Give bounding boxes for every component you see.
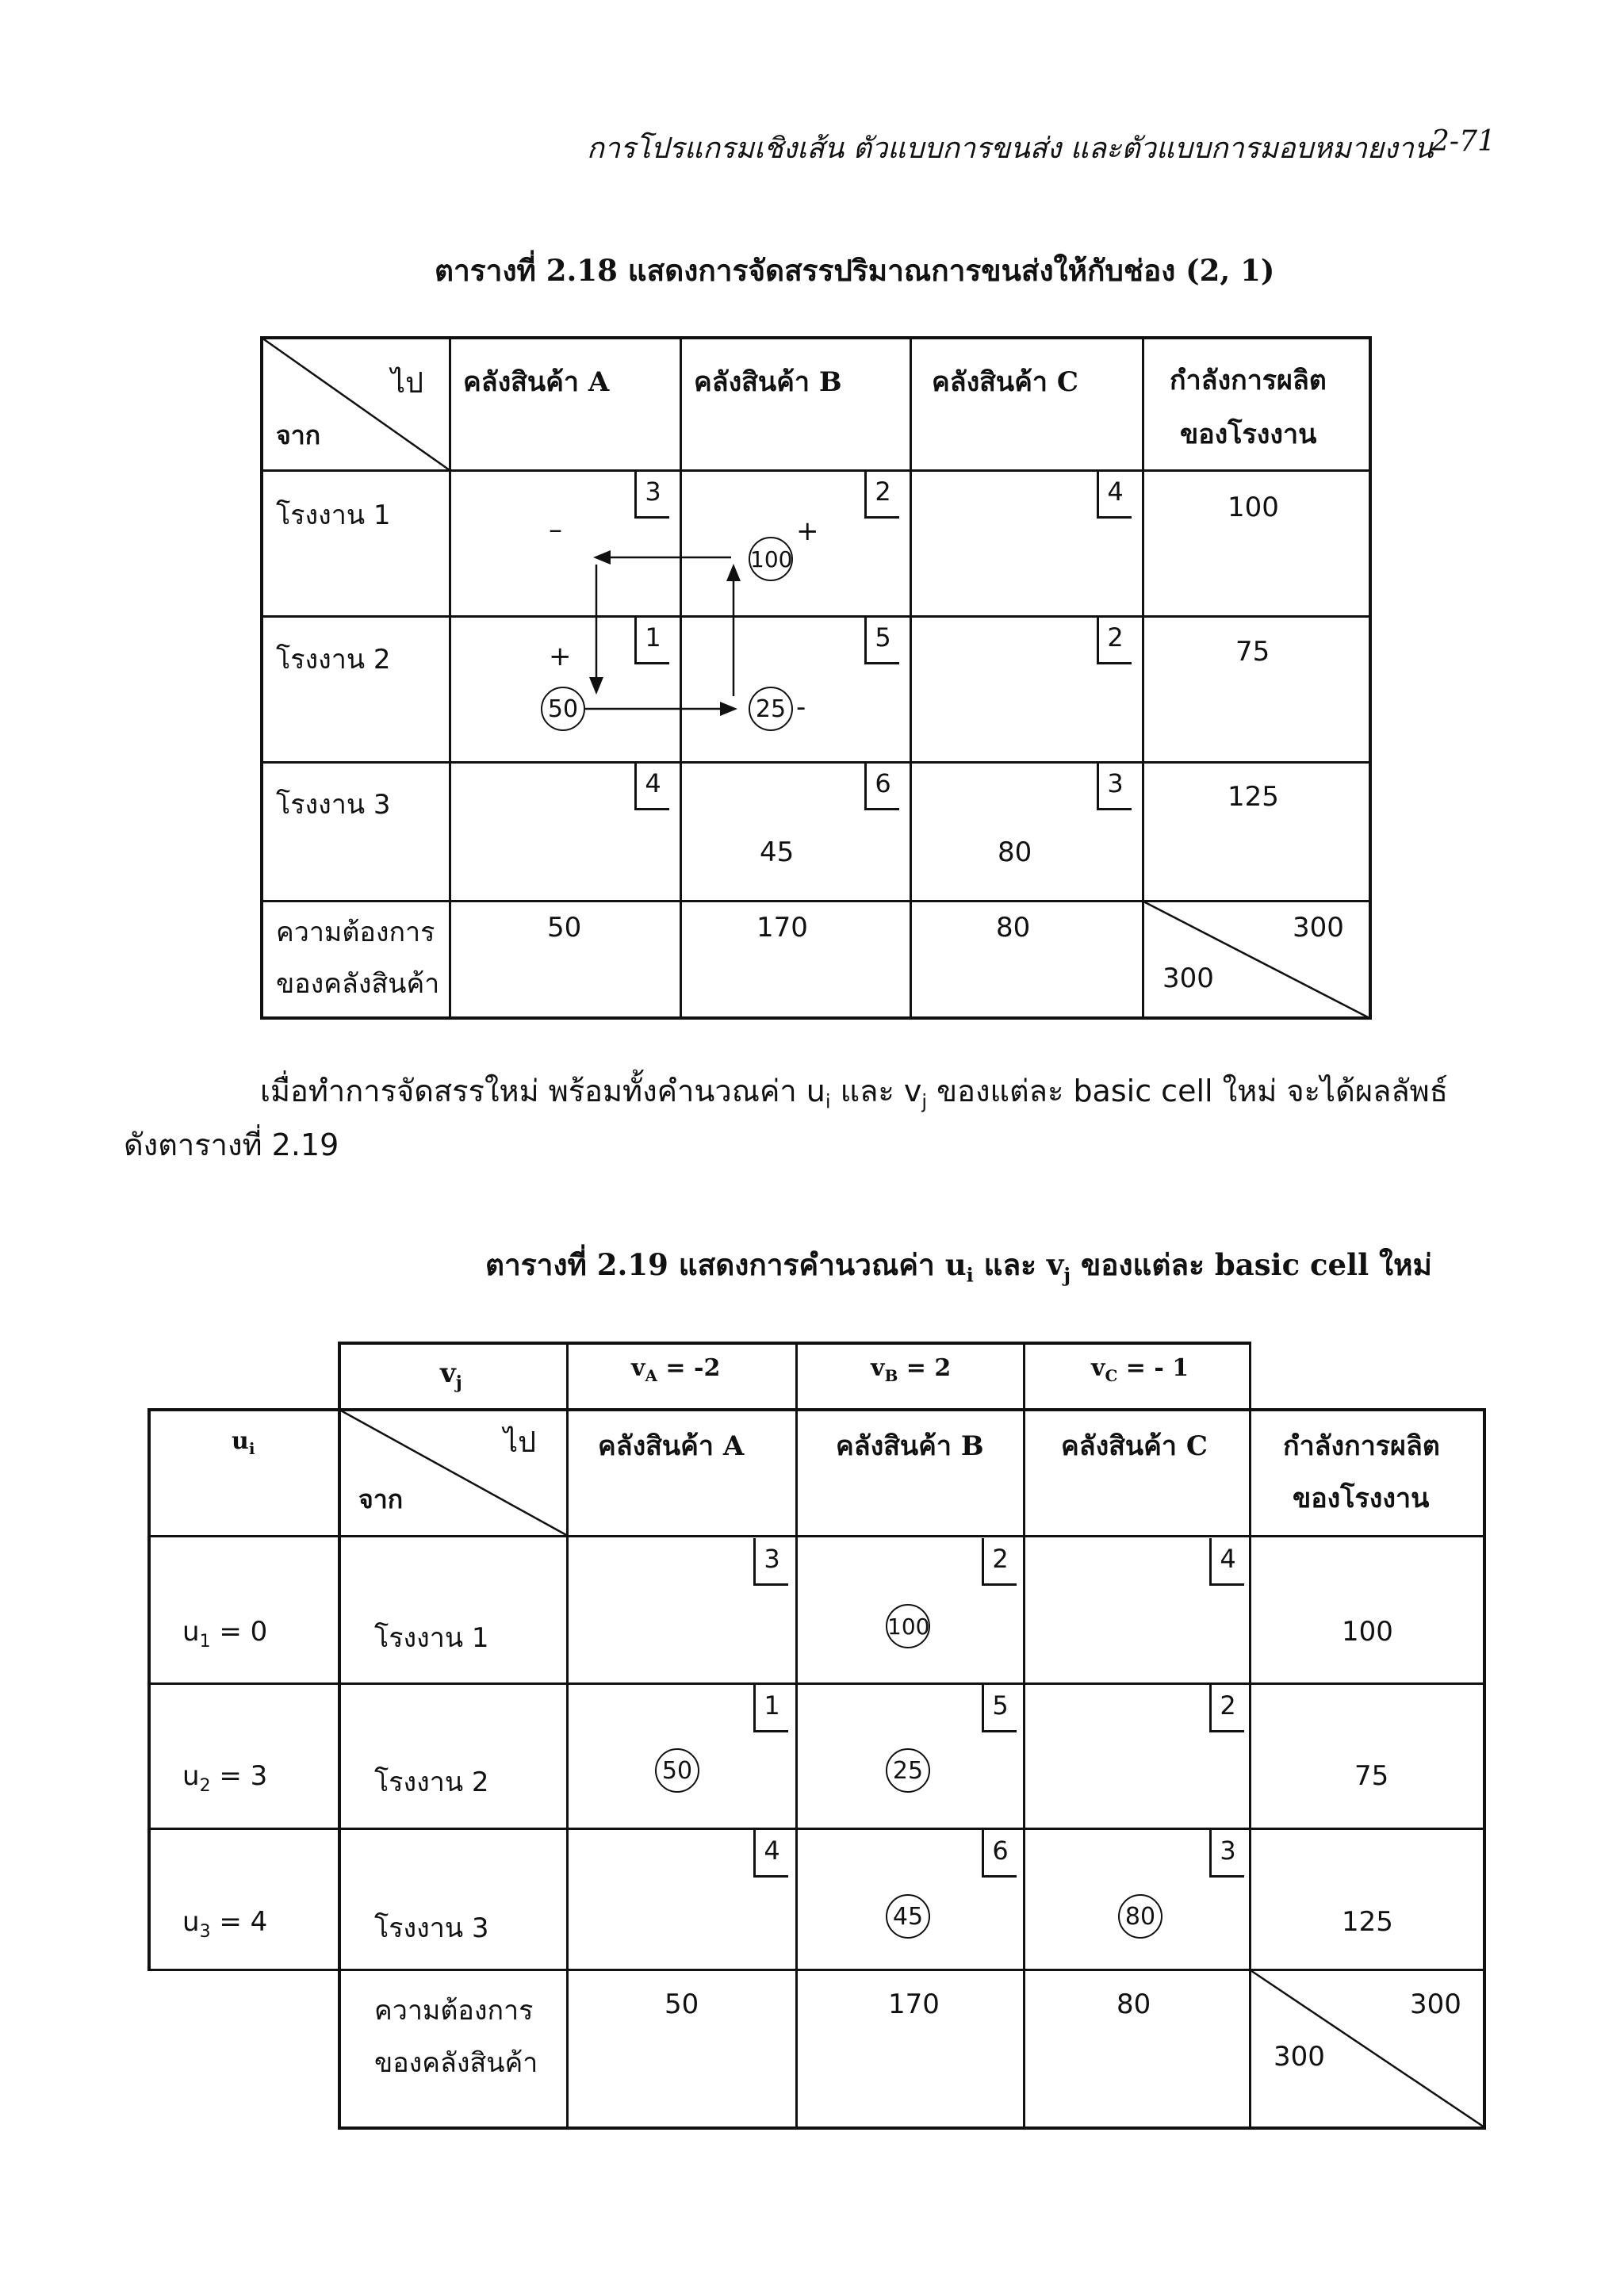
col-header-b: คลังสินค้า B (694, 366, 842, 398)
supply-value: 75 (1235, 636, 1270, 668)
supply-header-2: ของโรงงาน (1293, 1483, 1430, 1514)
sign-minus: - (796, 691, 806, 723)
demand-label-2: ของคลังสินค้า (276, 968, 440, 1000)
allocation-value: 45 (760, 836, 795, 868)
cost-box: 6 (982, 1830, 1017, 1878)
allocation-circle: 45 (886, 1894, 930, 1939)
cost-box: 4 (634, 763, 669, 810)
cost-box: 4 (753, 1830, 788, 1878)
demand-value: 170 (756, 912, 808, 944)
demand-value: 80 (996, 912, 1031, 944)
cost-box: 2 (1097, 617, 1132, 664)
cost-box: 5 (864, 617, 899, 664)
v-value-c: $v_C$ = - 1 (1091, 1354, 1189, 1385)
demand-value: 50 (665, 1989, 699, 2020)
cost-box: 2 (864, 471, 899, 519)
col-header-c: คลังสินค้า C (1061, 1430, 1208, 1462)
cost-box: 3 (753, 1538, 788, 1586)
corner-to-label: ไป (391, 367, 423, 400)
allocation-value: 80 (998, 836, 1032, 868)
allocation-circle: 50 (655, 1748, 699, 1793)
supply-header-2: ของโรงงาน (1180, 419, 1317, 450)
row-label: โรงงาน 3 (374, 1912, 489, 1944)
cost-box: 1 (753, 1685, 788, 1732)
cost-box: 3 (634, 471, 669, 519)
col-header-b: คลังสินค้า B (836, 1430, 984, 1462)
allocation-circle: 100 (749, 537, 793, 581)
vj-label: $v_j$ (440, 1357, 462, 1393)
demand-label-2: ของคลังสินค้า (374, 2047, 538, 2079)
cost-box: 6 (864, 763, 899, 810)
cost-box: 1 (634, 617, 669, 664)
total-top: 300 (1293, 912, 1344, 944)
corner-from-label: จาก (276, 420, 321, 450)
row-label: โรงงาน 1 (276, 500, 391, 531)
demand-label-1: ความต้องการ (276, 917, 435, 948)
demand-value: 170 (888, 1989, 940, 2020)
running-header: การโปรแกรมเชิงเส้น ตัวแบบการขนส่ง และตัวแบบการมอบหมายงาน (587, 132, 1434, 165)
supply-value: 100 (1228, 492, 1279, 523)
cost-box: 5 (982, 1685, 1017, 1732)
cost-box: 3 (1209, 1830, 1244, 1878)
demand-value: 80 (1116, 1989, 1151, 2020)
corner-to-label: ไป (504, 1426, 536, 1459)
total-top: 300 (1410, 1989, 1461, 2020)
u-value: $u_3 = 4$ (182, 1906, 268, 1942)
allocation-circle: 25 (749, 687, 793, 731)
cost-box: 4 (1097, 471, 1132, 519)
sign-plus: + (796, 515, 819, 547)
corner-from-label: จาก (358, 1484, 404, 1514)
demand-label-1: ความต้องการ (374, 1995, 534, 2027)
sign-plus: + (549, 641, 572, 672)
total-bottom: 300 (1162, 963, 1214, 994)
supply-value: 125 (1342, 1906, 1393, 1938)
col-header-c: คลังสินค้า C (932, 366, 1078, 398)
col-header-a: คลังสินค้า A (463, 366, 610, 398)
supply-value: 125 (1228, 781, 1279, 813)
cost-box: 2 (1209, 1685, 1244, 1732)
table-2-19-caption: ตารางที่ 2.19 แสดงการคำนวณค่า $u_i$ และ $v_j$ ของแต่ละ basic cell ใหม่ (485, 1247, 1432, 1287)
sign-minus: – (549, 514, 562, 545)
row-label: โรงงาน 2 (276, 644, 391, 676)
cost-box: 2 (982, 1538, 1017, 1586)
col-header-a: คลังสินค้า A (598, 1430, 745, 1462)
row-label: โรงงาน 3 (276, 789, 391, 821)
supply-value: 75 (1354, 1760, 1389, 1792)
allocation-circle: 50 (541, 687, 585, 731)
allocation-circle: 100 (886, 1604, 930, 1648)
allocation-circle: 80 (1118, 1894, 1162, 1939)
ui-label: $u_i$ (232, 1427, 255, 1458)
paragraph-line-1: เมื่อทำการจัดสรรใหม่ พร้อมทั้งคำนวณค่า $u_i$ และ $v_j$ ของแต่ละ basic cell ใหม่ จะได้ผลลัพธ์ (260, 1074, 1448, 1113)
demand-value: 50 (547, 912, 582, 944)
v-value-b: $v_B = 2$ (871, 1354, 952, 1385)
u-value: $u_2 = 3$ (182, 1760, 268, 1796)
v-value-a: $v_A = -2$ (631, 1354, 721, 1385)
paragraph-line-2: ดังตารางที่ 2.19 (124, 1127, 339, 1162)
cost-box: 3 (1097, 763, 1132, 810)
supply-value: 100 (1342, 1616, 1393, 1648)
supply-header-1: กำลังการผลิต (1283, 1430, 1440, 1462)
page-number: 2-71 (1431, 125, 1496, 158)
row-label: โรงงาน 1 (374, 1622, 489, 1654)
total-bottom: 300 (1274, 2041, 1325, 2073)
cost-box: 4 (1209, 1538, 1244, 1586)
u-value: $u_1 = 0$ (182, 1616, 268, 1652)
row-label: โรงงาน 2 (374, 1767, 489, 1798)
table-2-18-caption: ตารางที่ 2.18 แสดงการจัดสรรปริมาณการขนส่งให้กับช่อง (2, 1) (435, 253, 1275, 288)
allocation-circle: 25 (886, 1748, 930, 1793)
supply-header-1: กำลังการผลิต (1170, 365, 1327, 396)
